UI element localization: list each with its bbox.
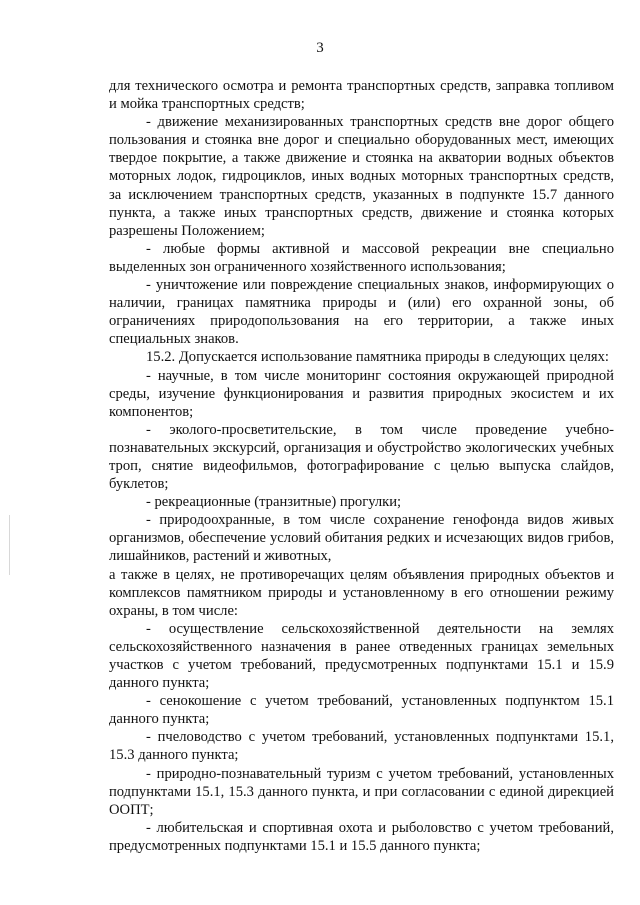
paragraph-14: - природно-познавательный туризм с учетом требований, установленных подпунктами 15.1, 15.3 данного пункта, и при согласовании с единой дирекцией ООПТ; — [109, 765, 614, 818]
paragraph-5: 15.2. Допускается использование памятника природы в следующих целях: — [146, 349, 609, 366]
paragraph-4: - уничтожение или повреждение специальных знаков, информирующих о наличии, границах памятника природы и (или) его охранной зоны, об ограничениях природопользования на его территории, а также иных специальных знаков. — [109, 277, 614, 348]
paragraph-8: - рекреационные (транзитные) прогулки; — [146, 494, 402, 511]
paragraph-13: - пчеловодство с учетом требований, установленных подпунктами 15.1, 15.3 данного пункта; — [109, 729, 614, 764]
scan-margin-mark — [9, 515, 10, 575]
paragraph-11: - осуществление сельскохозяйственной деятельности на землях сельскохозяйственного назначения в ранее отведенных границах земельных участков с учетом требований, предусмотренных подпунктами 15.1 и 15.9 данного пункта; — [109, 620, 614, 692]
paragraph-12: - сенокошение с учетом требований, установленных подпунктом 15.1 данного пункта; — [109, 693, 614, 728]
paragraph-6: - научные, в том числе мониторинг состояния окружающей природной среды, изучение функционирования и развития природных экосистем и их компонентов; — [109, 367, 614, 420]
paragraph-2: - движение механизированных транспортных средств вне дорог общего пользования и стоянка вне дорог и специально оборудованных мест, имеющих твердое покрытие, а также движение и стоянка на акватории водных объектов моторных лодок, гидроциклов, иных водных моторных транспортных средств, за исключением транспортных средств, указанных в подпункте 15.7 данного пункта, а также иных транспортных средств, движение и стоянка которых разрешены Положением; — [109, 114, 614, 239]
page-number: 3 — [316, 40, 324, 56]
paragraph-15: - любительская и спортивная охота и рыболовство с учетом требований, предусмотренных подпунктами 15.1 и 15.5 данного пункта; — [109, 819, 614, 854]
document-body — [109, 77, 614, 855]
paragraph-9: - природоохранные, в том числе сохранение генофонда видов живых организмов, обеспечение условий обитания редких и исчезающих видов грибов, лишайников, растений и животных, — [109, 512, 614, 565]
paragraph-10: а также в целях, не противоречащих целям объявления природных объектов и комплексов памятником природы и установленному в его отношении режиму охраны, в том числе: — [109, 566, 614, 619]
paragraph-3: - любые формы активной и массовой рекреации вне специально выделенных зон ограниченного хозяйственного использования; — [109, 240, 614, 275]
paragraph-1: для технического осмотра и ремонта транспортных средств, заправка топливом и мойка транспортных средств; — [109, 78, 614, 113]
paragraph-7: - эколого-просветительские, в том числе проведение учебно-познавательных экскурсий, организация и обустройство экологических учебных троп, снятие видеофильмов, фотографирование с целью выпуска слайдов, буклетов; — [109, 421, 614, 493]
